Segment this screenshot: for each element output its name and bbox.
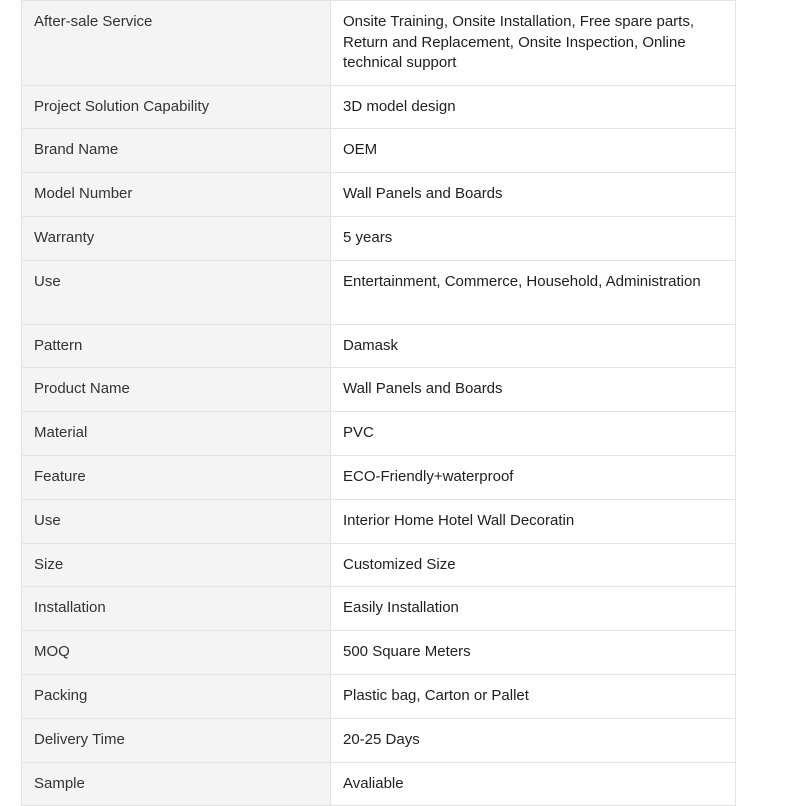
spec-value: Entertainment, Commerce, Household, Administration (331, 260, 736, 324)
spec-label: Product Name (22, 368, 331, 412)
spec-label: Installation (22, 587, 331, 631)
table-row (22, 718, 736, 762)
spec-value: 5 years (331, 216, 736, 260)
table-row (22, 587, 736, 631)
spec-label: Use (22, 260, 331, 324)
table-row (22, 675, 736, 719)
spec-value: Interior Home Hotel Wall Decoratin (331, 499, 736, 543)
spec-value: Avaliable (331, 762, 736, 806)
table-row (22, 762, 736, 806)
spec-label: Packing (22, 675, 331, 719)
product-specs-table (21, 0, 736, 806)
table-row (22, 543, 736, 587)
spec-label: Pattern (22, 324, 331, 368)
table-row (22, 456, 736, 500)
spec-label: Use (22, 499, 331, 543)
table-row (22, 85, 736, 129)
table-row (22, 173, 736, 217)
spec-label: MOQ (22, 631, 331, 675)
spec-value: Plastic bag, Carton or Pallet (331, 675, 736, 719)
spec-label: Model Number (22, 173, 331, 217)
table-row (22, 368, 736, 412)
spec-value: Easily Installation (331, 587, 736, 631)
spec-value: Wall Panels and Boards (331, 173, 736, 217)
spec-label: Feature (22, 456, 331, 500)
table-row (22, 1, 736, 86)
spec-value: PVC (331, 412, 736, 456)
spec-label: After-sale Service (22, 1, 331, 86)
table-row (22, 260, 736, 324)
spec-label: Material (22, 412, 331, 456)
table-row (22, 324, 736, 368)
table-row (22, 216, 736, 260)
table-row (22, 631, 736, 675)
spec-value: 20-25 Days (331, 718, 736, 762)
spec-value: Damask (331, 324, 736, 368)
table-row (22, 499, 736, 543)
spec-value: 500 Square Meters (331, 631, 736, 675)
spec-value: Onsite Training, Onsite Installation, Free spare parts, Return and Replacement, Onsite Inspection, Online technical support (331, 1, 736, 86)
spec-label: Sample (22, 762, 331, 806)
table-row (22, 412, 736, 456)
spec-label: Project Solution Capability (22, 85, 331, 129)
spec-value: 3D model design (331, 85, 736, 129)
spec-value: ECO-Friendly+waterproof (331, 456, 736, 500)
spec-label: Brand Name (22, 129, 331, 173)
spec-label: Delivery Time (22, 718, 331, 762)
table-row (22, 129, 736, 173)
spec-value: Wall Panels and Boards (331, 368, 736, 412)
spec-label: Size (22, 543, 331, 587)
spec-value: Customized Size (331, 543, 736, 587)
spec-label: Warranty (22, 216, 331, 260)
spec-value: OEM (331, 129, 736, 173)
